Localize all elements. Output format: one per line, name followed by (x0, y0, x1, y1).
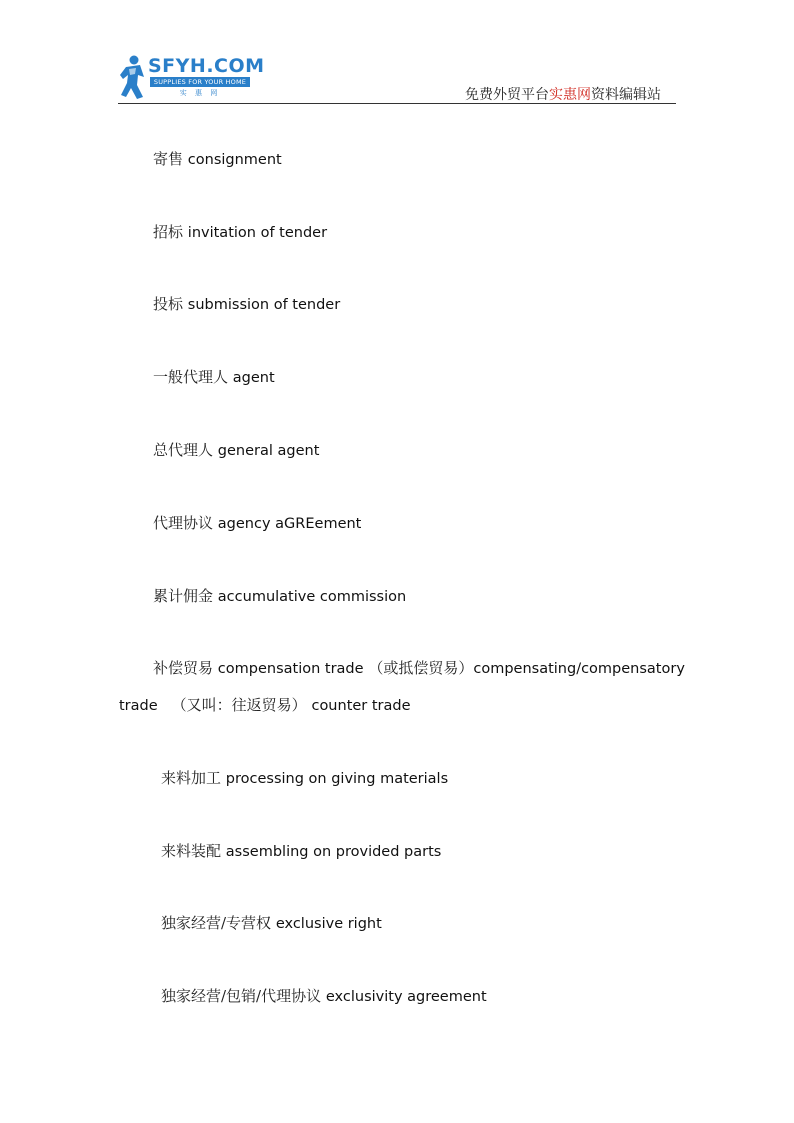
term-english: general agent (217, 443, 320, 459)
glossary-entry (119, 658, 685, 714)
term-chinese: 来料装配 (161, 842, 222, 860)
site-desc-before: 免费外贸平台 (465, 87, 549, 103)
term-chinese: 独家经营/包销/代理协议 (161, 987, 322, 1005)
glossary-entry (153, 586, 406, 607)
glossary-entry (153, 440, 319, 461)
running-figure-icon (120, 55, 146, 101)
logo-title: SFYH.COM (148, 55, 265, 77)
term-chinese: 来料加工 (161, 769, 222, 787)
term-english: exclusivity agreement (325, 989, 487, 1005)
entry-continuation-line (119, 695, 411, 716)
glossary-entry (153, 513, 361, 534)
term-english-alt: compensating/compensatory (473, 661, 685, 677)
term-english: consignment (187, 152, 282, 168)
glossary-entry (153, 367, 275, 388)
glossary-entry (161, 986, 487, 1007)
term-english: processing on giving materials (225, 771, 449, 787)
term-chinese: 一般代理人 (153, 368, 229, 386)
term-chinese: 招标 (153, 223, 184, 241)
glossary-entry (161, 913, 382, 934)
term-chinese: 独家经营/专营权 (161, 914, 272, 932)
term-chinese: 累计佣金 (153, 587, 214, 605)
site-desc-after: 资料编辑站 (591, 87, 661, 103)
term-chinese: 补偿贸易 (153, 659, 214, 677)
glossary-entry (153, 294, 340, 315)
term-english: exclusive right (275, 916, 382, 932)
term-chinese: 投标 (153, 295, 184, 313)
glossary-entry (153, 222, 327, 243)
header-divider (118, 103, 676, 104)
site-desc-highlight-link[interactable]: 实惠网 (549, 87, 591, 103)
term-chinese: 寄售 (153, 150, 184, 168)
glossary-entry (161, 768, 448, 789)
term-english-cont: trade (119, 698, 158, 714)
term-english: submission of tender (187, 297, 341, 313)
term-english: invitation of tender (187, 225, 328, 241)
logo-chinese-name: 实 惠 网 (179, 89, 221, 97)
term-english-counter: counter trade (311, 698, 411, 714)
logo-tagline: SUPPLIES FOR YOUR HOME (150, 77, 250, 87)
term-english: agency aGREement (217, 516, 362, 532)
term-chinese: 总代理人 (153, 441, 214, 459)
glossary-entry (161, 841, 441, 862)
term-english: accumulative commission (217, 589, 407, 605)
term-note-alt: （又叫：往返贸易） (171, 696, 307, 714)
site-description (465, 84, 661, 104)
term-note: （或抵偿贸易） (368, 659, 474, 677)
term-english: assembling on provided parts (225, 844, 442, 860)
sfyh-logo[interactable] (120, 55, 265, 101)
term-english: agent (232, 370, 275, 386)
page-header (0, 0, 794, 110)
glossary-entry (153, 149, 282, 170)
term-english: compensation trade (217, 661, 364, 677)
term-chinese: 代理协议 (153, 514, 214, 532)
